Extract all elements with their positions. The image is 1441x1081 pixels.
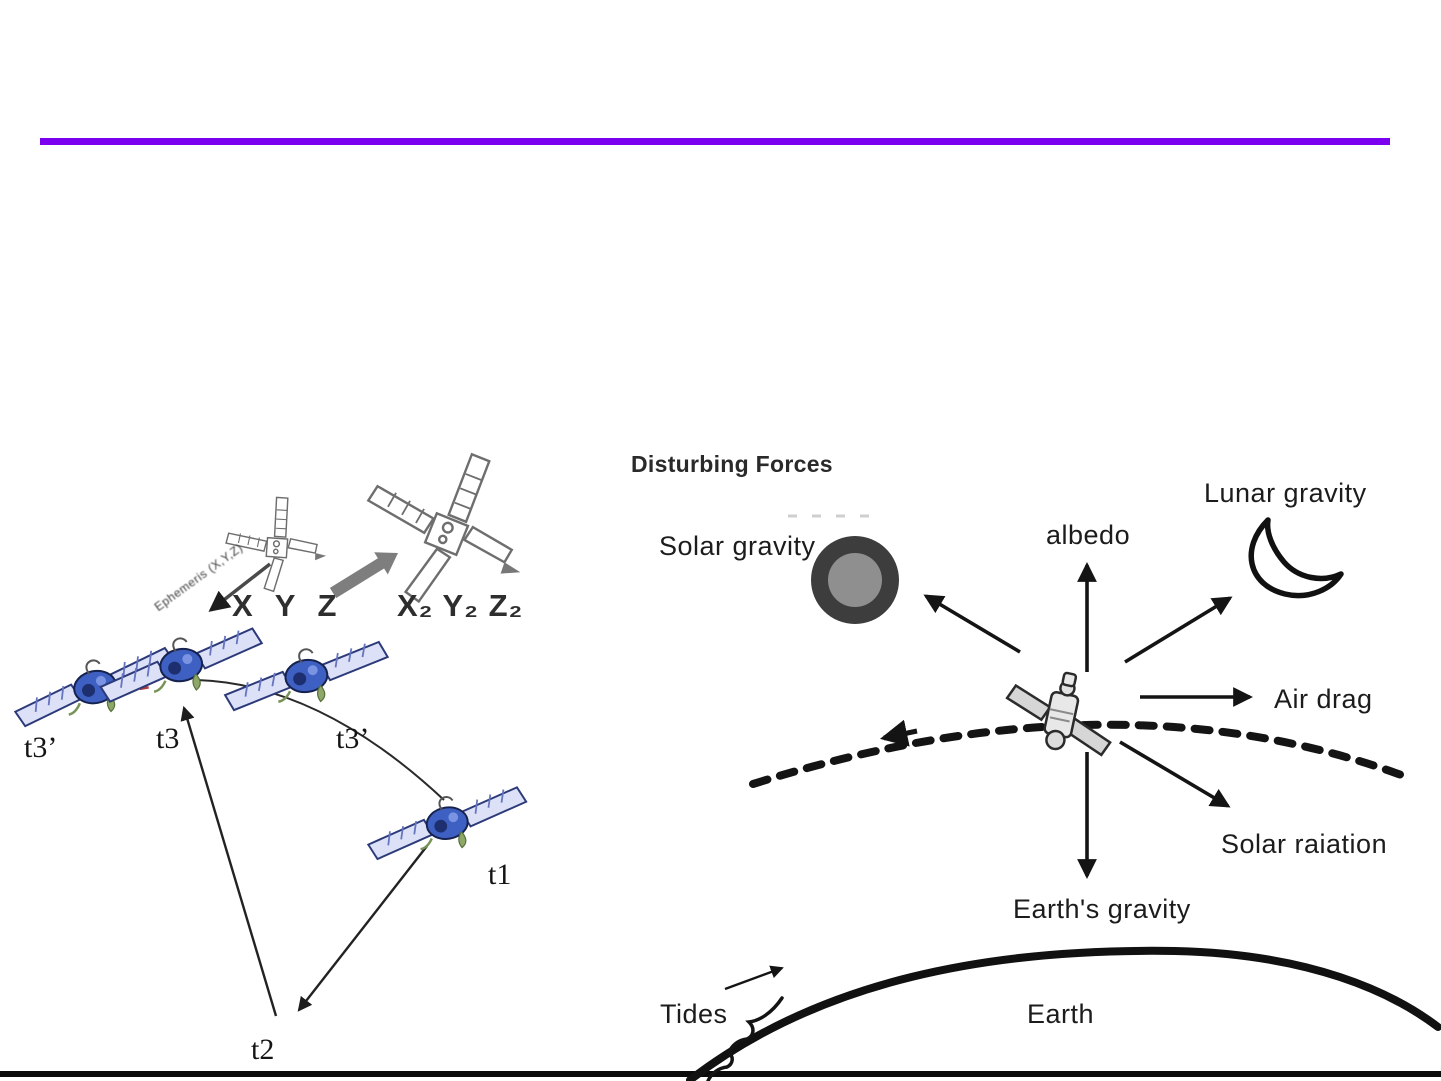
force-label-lunar-gravity: Lunar gravity bbox=[1204, 478, 1367, 508]
time-label-t1: t1 bbox=[488, 858, 512, 891]
forces-diagram-title: Disturbing Forces bbox=[631, 451, 833, 477]
orbit-direction-arrow bbox=[884, 731, 917, 738]
moon-icon bbox=[1251, 520, 1341, 596]
frame-label-x2y2z2: X₂ Y₂ Z₂ bbox=[397, 588, 524, 623]
label-tides: Tides bbox=[660, 999, 728, 1029]
forces-satellite-icon bbox=[999, 662, 1123, 760]
force-label-albedo: albedo bbox=[1046, 520, 1131, 550]
label-earth: Earth bbox=[1027, 999, 1095, 1029]
force-label-solar-radiation: Solar raiation bbox=[1221, 829, 1388, 859]
forces-diagram-graphics bbox=[690, 516, 1438, 1081]
time-label-t3-prime-left: t3’ bbox=[24, 731, 58, 764]
arrow-solar-gravity bbox=[926, 596, 1020, 652]
tides-direction-arrow bbox=[725, 968, 782, 989]
orbit-diagram-graphics bbox=[8, 450, 531, 1016]
arrow-t1-to-t2 bbox=[299, 846, 427, 1010]
time-label-t3: t3 bbox=[156, 722, 180, 755]
time-label-t2: t2 bbox=[251, 1033, 275, 1066]
arrow-t2-to-t3 bbox=[184, 708, 276, 1016]
frame-label-xyz: X Y Z bbox=[232, 588, 344, 623]
arrow-lunar-gravity bbox=[1125, 598, 1230, 662]
sketch-satellite-large-icon bbox=[365, 450, 525, 610]
force-label-solar-gravity: Solar gravity bbox=[659, 531, 816, 561]
time-label-t3-prime-right: t3’ bbox=[336, 722, 370, 755]
arrow-solar-radiation bbox=[1120, 742, 1228, 806]
satellite-t1-icon bbox=[363, 785, 532, 862]
ephemeris-note: Ephemeris (X,Y,Z) bbox=[151, 540, 246, 614]
force-label-air-drag: Air drag bbox=[1274, 684, 1373, 714]
satellite-t3-prime-left-icon bbox=[8, 645, 181, 729]
sun-core-icon bbox=[828, 553, 882, 607]
force-label-earths-gravity: Earth's gravity bbox=[1013, 894, 1191, 924]
